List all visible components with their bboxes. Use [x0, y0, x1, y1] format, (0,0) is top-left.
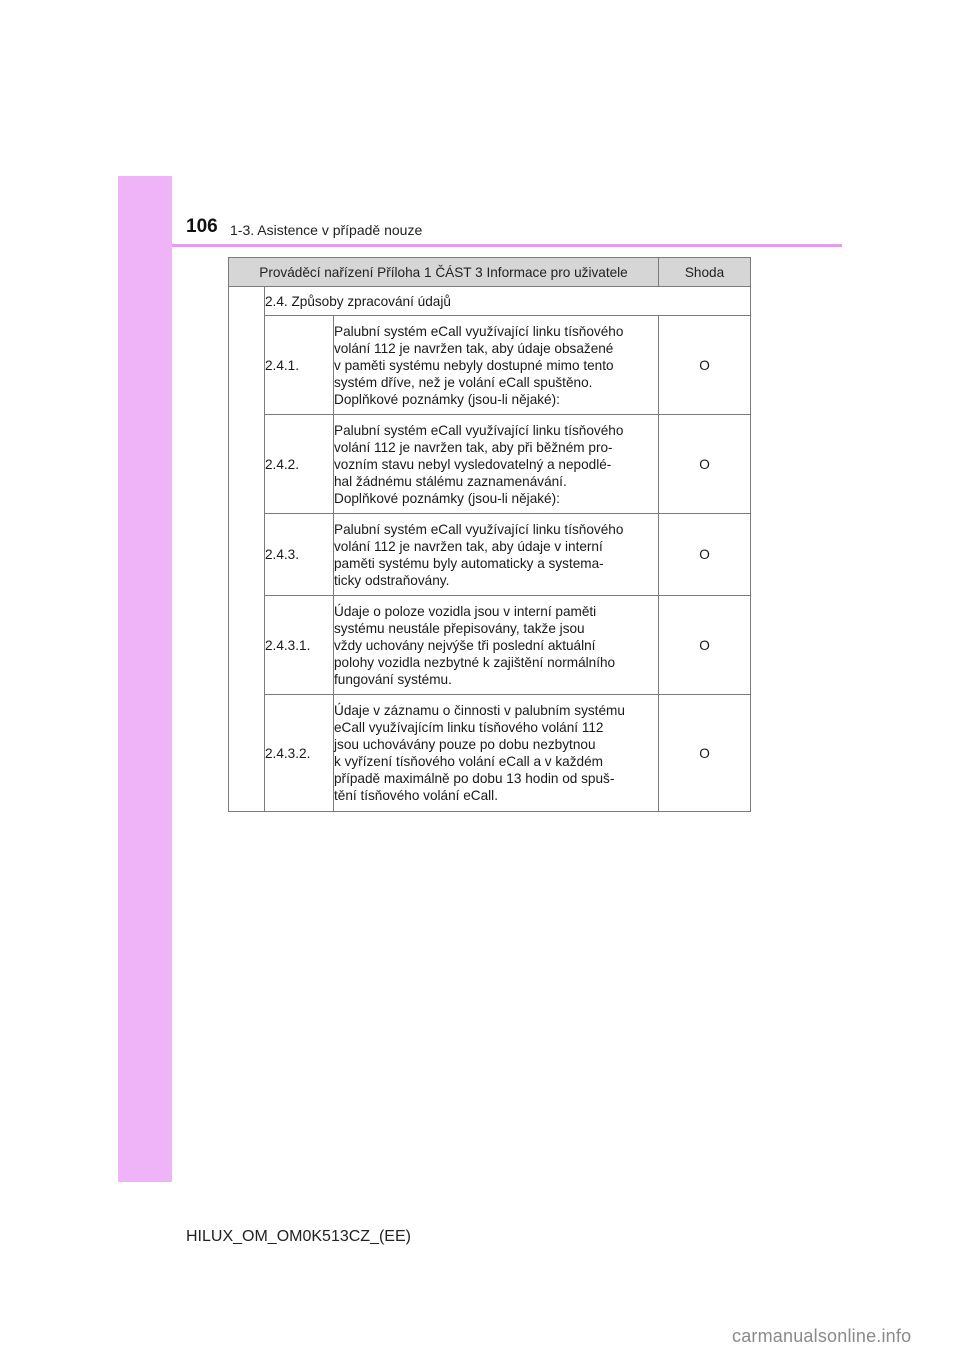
- description-line: v paměti systému nebyly dostupné mimo tento: [334, 357, 614, 373]
- page-number: 106: [186, 216, 218, 237]
- item-number: 2.4.2.: [265, 415, 334, 514]
- table-row: [229, 415, 751, 514]
- description-line: volání 112 je navržen tak, aby údaje v interní: [334, 538, 603, 554]
- table-row: [229, 316, 751, 415]
- description-line: fungování systému.: [334, 671, 452, 687]
- header-cell-shoda: Shoda: [659, 258, 751, 287]
- description-line: systém dříve, než je volání eCall spuštěno.: [334, 374, 593, 390]
- item-number: 2.4.3.: [265, 514, 334, 596]
- item-number: 2.4.1.: [265, 316, 334, 415]
- description-line: Doplňkové poznámky (jsou-li nějaké):: [334, 391, 560, 407]
- compliance-mark: O: [659, 596, 751, 695]
- description-line: vozním stavu nebyl vysledovatelný a nepodlé-: [334, 456, 612, 472]
- item-description: [334, 695, 659, 812]
- description-line: eCall využívajícím linku tísňového volání 112: [334, 720, 604, 735]
- compliance-mark: O: [659, 695, 751, 812]
- chapter-tab-sidebar: [118, 176, 172, 1182]
- table-row: [229, 514, 751, 596]
- description-line: ticky odstraňovány.: [334, 572, 450, 588]
- description-line: volání 112 je navržen tak, aby při běžném pro-: [334, 439, 613, 455]
- group-title: 2.4. Způsoby zpracování údajů: [265, 287, 751, 316]
- item-description: [334, 415, 659, 514]
- compliance-mark: O: [659, 415, 751, 514]
- description-line: případě maximálně po dobu 13 hodin od spuš-: [334, 771, 615, 786]
- description-line: jsou uchovávány pouze po dobu nezbytnou: [334, 737, 596, 752]
- description-line: Palubní systém eCall využívající linku tísňového: [334, 422, 624, 438]
- description-line: paměti systému byly automaticky a systema-: [334, 555, 604, 571]
- description-line: systému neustále přepisovány, takže jsou: [334, 620, 585, 636]
- description-line: Doplňkové poznámky (jsou-li nějaké):: [334, 490, 560, 506]
- group-row: [229, 287, 751, 316]
- table-header-row: [229, 258, 751, 287]
- compliance-table: [228, 257, 751, 812]
- watermark: carmanualsonline.info: [732, 1326, 912, 1346]
- item-description: [334, 596, 659, 695]
- description-line: k vyřízení tísňového volání eCall a v každém: [334, 754, 603, 769]
- header-cell-regulation: Prováděcí nařízení Příloha 1 ČÁST 3 Informace pro uživatele: [229, 258, 659, 287]
- blank-indent-cell: [229, 287, 265, 812]
- description-line: vždy uchovány nejvýše tři poslední aktuální: [334, 637, 596, 653]
- description-line: tění tísňového volání eCall.: [334, 788, 498, 803]
- table-row: [229, 695, 751, 812]
- header-rule: [172, 244, 842, 247]
- description-line: hal žádnému stálému zaznamenávání.: [334, 473, 567, 489]
- description-line: Údaje v záznamu o činnosti v palubním systému: [334, 703, 625, 718]
- description-line: Palubní systém eCall využívající linku tísňového: [334, 521, 624, 537]
- table-row: [229, 596, 751, 695]
- description-line: Údaje o poloze vozidla jsou v interní paměti: [334, 603, 597, 619]
- description-line: polohy vozidla nezbytné k zajištění normálního: [334, 654, 616, 670]
- compliance-mark: O: [659, 514, 751, 596]
- compliance-mark: O: [659, 316, 751, 415]
- item-number: 2.4.3.2.: [265, 695, 334, 812]
- item-description: [334, 316, 659, 415]
- item-description: [334, 514, 659, 596]
- document-code: HILUX_OM_OM0K513CZ_(EE): [186, 1228, 411, 1245]
- section-title: 1-3. Asistence v případě nouze: [230, 222, 423, 238]
- item-number: 2.4.3.1.: [265, 596, 334, 695]
- description-line: Palubní systém eCall využívající linku tísňového: [334, 323, 624, 339]
- description-line: volání 112 je navržen tak, aby údaje obsažené: [334, 340, 614, 356]
